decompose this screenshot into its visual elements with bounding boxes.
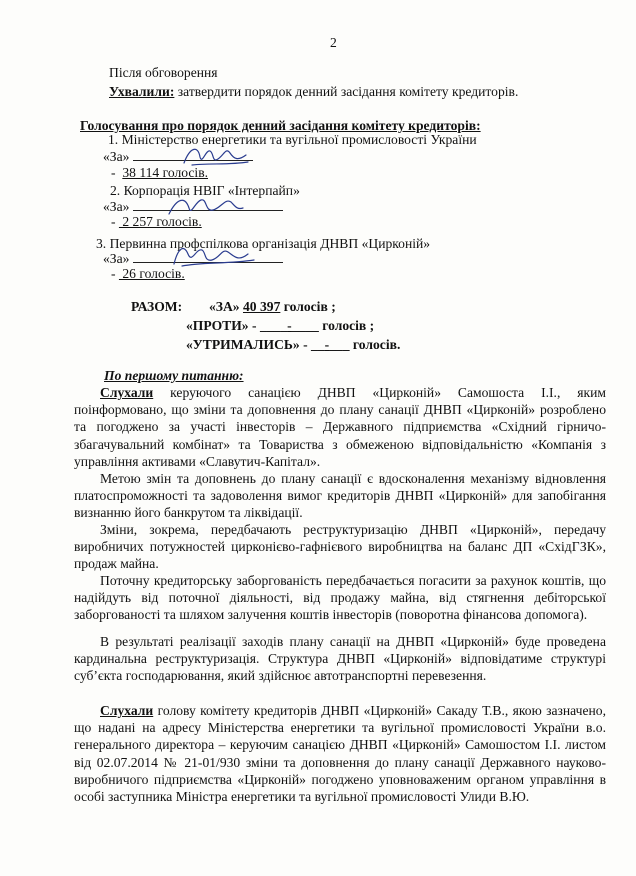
paragraph-heard-2-text: голову комітету кредиторів ДНВП «Цирконій» Сакаду Т.В., якою зазначено, що надані на адресу Міністерства енергетики та вугільної промисловості України в.о. генерального директора – керуючим санацією ДНВП «Цирконій» Самошостом І.І. листом від 02.07.2014 № 21-01/930 зміни та доповнення до плану санації Державного науково-виробничого підприємства «Цирконій» погоджено уповноваженим органом управління в особі заступника Міністра енергетики та вугільної промисловості Улиди В.Ю. (74, 703, 606, 805)
first-question-heading: По першому питанню: (104, 368, 244, 383)
paragraph-2: Метою змін та доповнень до плану санації є вдосконалення механізму відновлення платоспроможності та задоволення вимог кредиторів ДНВП «Цирконій» для запобігання визнанню його банкрутом та ліквідації. (74, 471, 606, 521)
vote-dash: - (111, 266, 116, 281)
vote-dash: - (111, 214, 116, 229)
paragraph-3: Зміни, зокрема, передбачають реструктуризацію ДНВП «Цирконій», передачу виробничих потужностей цирконієво-гафнієвого виробництва на баланс ДП «СхідГЗК», продаж майна. (74, 522, 606, 572)
abstain-dash: - (324, 337, 330, 352)
total-against (186, 318, 374, 334)
abstain-blank-1: __ (311, 337, 325, 352)
voting-heading: Голосування про порядок денний засідання комітету кредиторів: (80, 118, 481, 133)
for-label: «ЗА» (209, 299, 243, 314)
voter-name-1: 1. Міністерство енергетики та вугільної промисловості України (108, 132, 477, 147)
resolved-text: затвердити порядок денний засідання комітету кредиторів. (174, 84, 519, 99)
heard-label-2: Слухали (100, 703, 154, 718)
after-discussion: Після обговорення (109, 65, 218, 80)
against-blank-2: ____ (291, 318, 319, 333)
total-label: РАЗОМ: (131, 299, 183, 314)
votes-count: 2 257 голосів. (118, 214, 202, 229)
for-value: 40 397 (242, 299, 281, 314)
against-blank-1: ____ (259, 318, 288, 333)
vote-label: «За» (103, 149, 130, 164)
for-suffix: голосів ; (280, 299, 336, 314)
signature-3 (168, 240, 258, 272)
total-abstain (186, 337, 400, 353)
vote-label: «За» (103, 251, 130, 266)
voter-name-2: 2. Корпорація НВІГ «Інтерпайп» (110, 183, 300, 198)
heard-label: Слухали (100, 385, 154, 400)
abstain-blank-2: ___ (329, 337, 350, 352)
paragraph-5: В результаті реалізації заходів плану санації на ДНВП «Цирконій» буде проведена кардинальна реструктуризація. Структура ДНВП «Цирконій» відповідатиме структурі суб’єкта господарювання, який здійснює автотранспортні перевезення. (74, 634, 606, 684)
votes-count: 38 114 голосів. (122, 165, 209, 180)
abstain-label: «УТРИМАЛИСЬ» - (186, 337, 311, 352)
paragraph-heard-1 (74, 384, 606, 470)
against-label: «ПРОТИ» - (186, 318, 260, 333)
signature-2 (165, 192, 245, 222)
voter-name-3: 3. Первинна профспілкова організація ДНВП «Цирконій» (96, 236, 431, 251)
against-dash: - (287, 318, 292, 333)
resolved-label: Ухвалили: (109, 84, 175, 99)
paragraph-4: Поточну кредиторську заборгованість передбачається погасити за рахунок коштів, що надійдуть від поточної діяльності, від продажу майна, від стягнення дебіторської заборгованості та шляхом залучення коштів інвесторів (поворотна фінансова допомога). (74, 573, 606, 623)
paragraph-heard-1-text: керуючого санацією ДНВП «Цирконій» Самошоста І.І., яким поінформовано, що зміни та доповнення до плану санації ДНВП «Цирконій» розроблено та погоджено за участі інвесторів – Державного підприємства «Східний гірничо-збагачувальний комбінат» та Товариства з обмеженою відповідальністю «Компанія з управління активами «Славутич-Капітал». (74, 385, 606, 469)
total-for (209, 299, 336, 315)
paragraph-heard-2 (74, 702, 606, 805)
votes-count: 26 голосів. (118, 266, 185, 281)
vote-label: «За» (103, 199, 130, 214)
resolved-line (109, 84, 518, 100)
abstain-suffix: голосів. (349, 337, 401, 352)
page-number: 2 (330, 35, 337, 50)
vote-dash: - (111, 165, 116, 180)
against-suffix: голосів ; (318, 318, 375, 333)
signature-1 (180, 143, 250, 169)
